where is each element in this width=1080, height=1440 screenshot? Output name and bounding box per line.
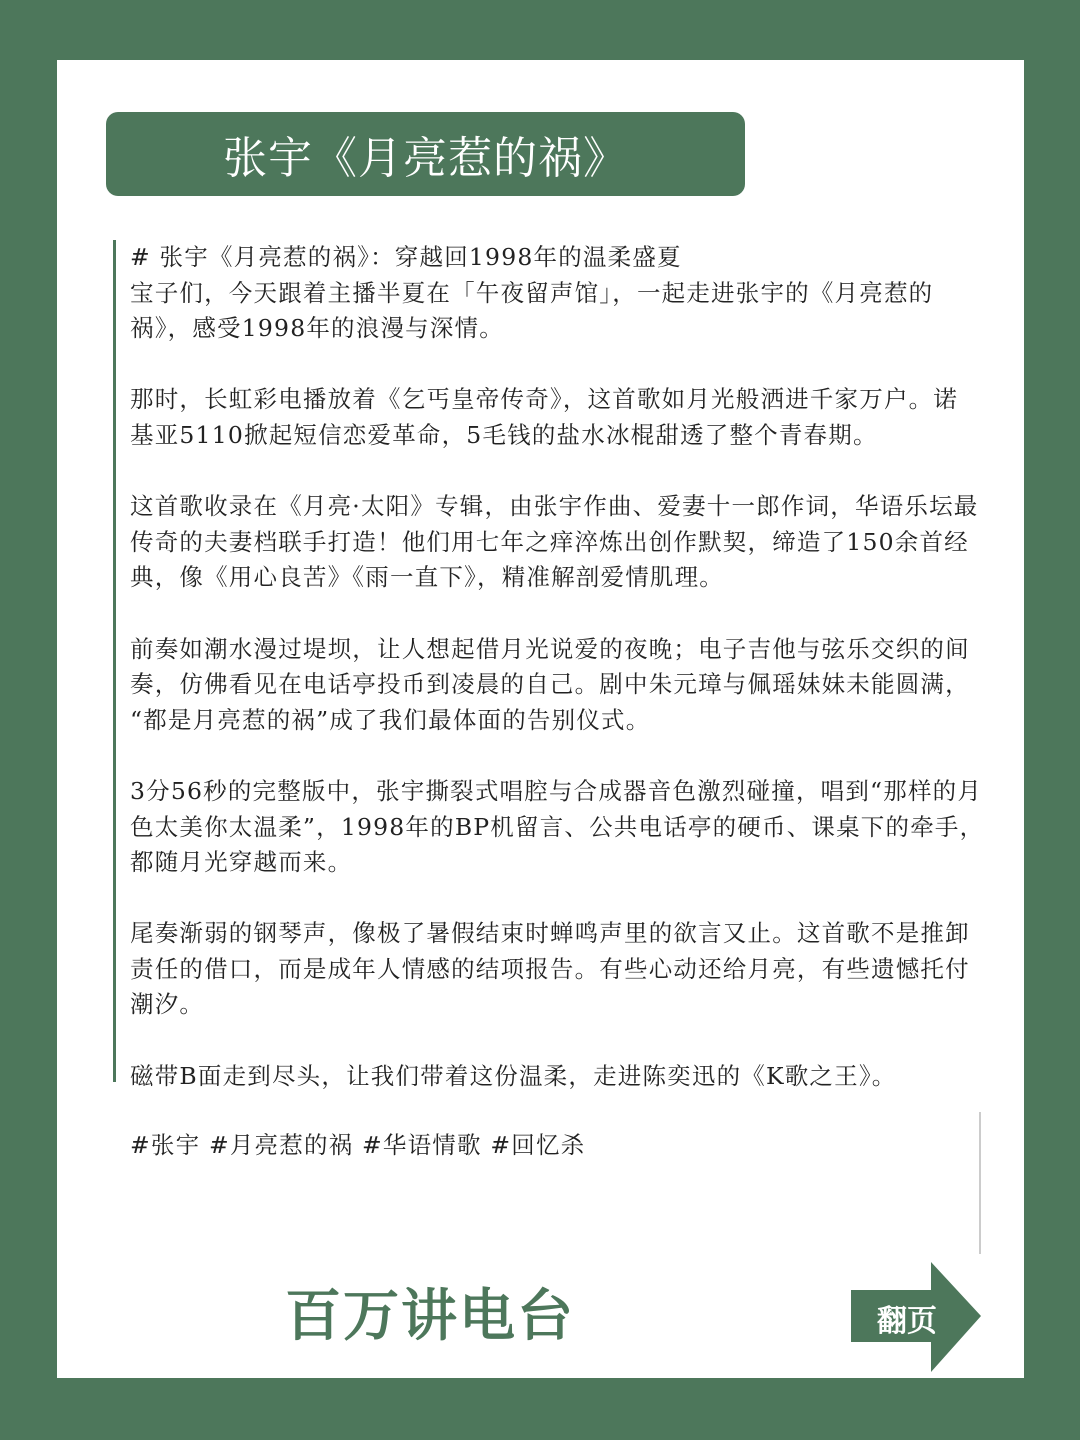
next-page-button[interactable] (851, 1262, 981, 1372)
text-line: “都是月亮惹的祸”成了我们最体面的告别仪式。 (130, 705, 651, 734)
title-banner (106, 112, 745, 196)
text-line: 尾奏渐弱的钢琴声，像极了暑假结束时蝉鸣声里的欲言又止。这首歌不是推卸 (130, 919, 970, 948)
next-page-label: 翻页 (877, 1304, 937, 1339)
paragraph-gap (130, 881, 984, 917)
paragraph (130, 774, 984, 881)
paragraph (130, 916, 984, 1023)
text-line: 那时，长虹彩电播放着《乞丐皇帝传奇》，这首歌如月光般洒进千家万户。诺 (130, 385, 959, 414)
paragraph (130, 240, 984, 347)
paragraph (130, 489, 984, 596)
paragraph-gap (130, 596, 984, 632)
article-body (130, 240, 984, 1094)
page-title: 张宇《月亮惹的祸》 (223, 133, 628, 184)
text-line: 前奏如潮水漫过堤坝，让人想起借月光说爱的夜晚；电子吉他与弦乐交织的间 (130, 634, 970, 663)
text-line: 潮汐。 (130, 990, 205, 1019)
text-line: 奏，仿佛看见在电话亭投币到凌晨的自己。剧中朱元璋与佩瑶妹妹未能圆满， (130, 670, 970, 699)
text-line: 磁带B面走到尽头，让我们带着这份温柔，走进陈奕迅的《K歌之王》。 (130, 1061, 897, 1090)
paragraph (130, 632, 984, 739)
divider (979, 1112, 981, 1254)
hashtags[interactable]: #张宇 #月亮惹的祸 #华语情歌 #回忆杀 (130, 1131, 586, 1159)
text-line: 色太美你太温柔”，1998年的BP机留言、公共电话亭的硬币、课桌下的牵手， (130, 812, 985, 841)
text-line: 都随月光穿越而来。 (130, 848, 353, 877)
quote-bar (113, 240, 116, 1082)
text-line: 传奇的夫妻档联手打造！他们用七年之痒淬炼出创作默契，缔造了150余首经 (130, 527, 969, 556)
text-line: 责任的借口，而是成年人情感的结项报告。有些心动还给月亮，有些遗憾托付 (130, 954, 970, 983)
paragraph-gap (130, 347, 984, 383)
text-line: 典，像《用心良苦》《雨一直下》，精准解剖爱情肌理。 (130, 563, 724, 592)
paragraph (130, 1059, 984, 1095)
paragraph-gap (130, 738, 984, 774)
brand-logo-text: 百万讲电台 (285, 1284, 575, 1349)
text-line: 宝子们，今天跟着主播半夏在「午夜留声馆」，一起走进张宇的《月亮惹的 (130, 278, 934, 307)
paragraph-gap (130, 1023, 984, 1059)
text-line: 祸》，感受1998年的浪漫与深情。 (130, 314, 504, 343)
text-line: # 张宇《月亮惹的祸》：穿越回1998年的温柔盛夏 (130, 243, 682, 271)
paragraph (130, 382, 984, 453)
text-line: 基亚5110掀起短信恋爱革命，5毛钱的盐水冰棍甜透了整个青春期。 (130, 420, 878, 449)
text-line: 这首歌收录在《月亮·太阳》专辑，由张宇作曲、爱妻十一郎作词，华语乐坛最 (130, 492, 979, 521)
paragraph-gap (130, 454, 984, 490)
text-line: 3分56秒的完整版中，张宇撕裂式唱腔与合成器音色激烈碰撞，唱到“那样的月 (130, 776, 983, 805)
